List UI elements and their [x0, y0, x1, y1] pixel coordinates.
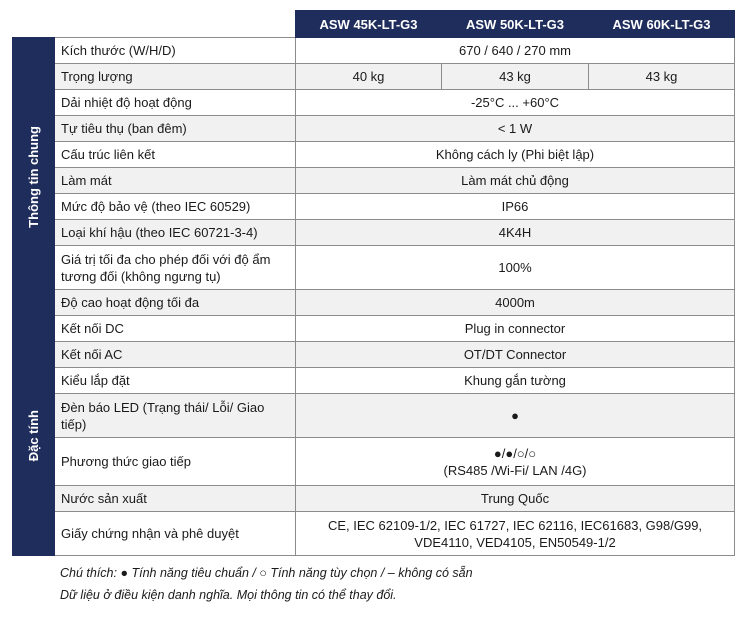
row-label: Kết nối DC — [55, 316, 296, 342]
table-row-humidity — [13, 246, 735, 290]
section-general-title: Thông tin chung — [26, 125, 41, 228]
spec-table-container — [12, 10, 734, 606]
row-label: Loại khí hậu (theo IEC 60721-3-4) — [55, 220, 296, 246]
row-value: Khung gắn tường — [296, 368, 735, 394]
row-label: Giấy chứng nhận và phê duyệt — [55, 512, 296, 556]
section-features-title: Đặc tính — [26, 409, 41, 462]
model-header-60k: ASW 60K-LT-G3 — [589, 11, 735, 38]
row-value: 100% — [296, 246, 735, 290]
table-row-altitude — [13, 290, 735, 316]
disclaimer-note: Dữ liệu ở điều kiện danh nghĩa. Mọi thông tin có thể thay đổi. — [60, 588, 397, 602]
row-label: Đèn báo LED (Trạng thái/ Lỗi/ Giao tiếp) — [55, 394, 296, 438]
row-label: Cấu trúc liên kết — [55, 142, 296, 168]
table-row-ac — [13, 342, 735, 368]
row-value: Không cách ly (Phi biệt lập) — [296, 142, 735, 168]
table-row-weight — [13, 64, 735, 90]
table-row-size — [13, 38, 735, 64]
weight-45k: 40 kg — [296, 64, 442, 90]
table-row-mount — [13, 368, 735, 394]
row-label: Kích thước (W/H/D) — [55, 38, 296, 64]
section-general — [13, 38, 55, 316]
section-features — [13, 316, 55, 556]
row-label: Nước sản xuất — [55, 486, 296, 512]
row-label: Kiểu lắp đặt — [55, 368, 296, 394]
row-label: Độ cao hoạt động tối đa — [55, 290, 296, 316]
led-standard-icon: ● — [296, 394, 735, 438]
row-value: 4000m — [296, 290, 735, 316]
table-row-protection — [13, 194, 735, 220]
row-value: 4K4H — [296, 220, 735, 246]
table-row-climate — [13, 220, 735, 246]
row-value — [296, 512, 735, 556]
row-label: Giá trị tối đa cho phép đối với độ ẩm tương đối (không ngưng tụ) — [55, 246, 296, 290]
row-value: < 1 W — [296, 116, 735, 142]
weight-60k: 43 kg — [589, 64, 735, 90]
row-label: Làm mát — [55, 168, 296, 194]
table-row-cert — [13, 512, 735, 556]
table-row-topology — [13, 142, 735, 168]
footnotes — [12, 562, 734, 606]
row-label: Mức độ bảo vệ (theo IEC 60529) — [55, 194, 296, 220]
row-label: Trọng lượng — [55, 64, 296, 90]
row-value: -25°C ... +60°C — [296, 90, 735, 116]
row-label: Phương thức giao tiếp — [55, 438, 296, 486]
row-value: 670 / 640 / 270 mm — [296, 38, 735, 64]
weight-50k: 43 kg — [442, 64, 589, 90]
table-row-temp — [13, 90, 735, 116]
comm-support-icons: ●/●/○/○ — [493, 445, 537, 461]
table-row-origin — [13, 486, 735, 512]
cert-line-1: CE, IEC 62109-1/2, IEC 61727, IEC 62116, IEC61683, G98/G99, — [327, 517, 703, 533]
table-row-comm — [13, 438, 735, 486]
row-value: Làm mát chủ động — [296, 168, 735, 194]
model-header-row — [13, 11, 735, 38]
row-value — [296, 438, 735, 486]
row-value: OT/DT Connector — [296, 342, 735, 368]
row-label: Dải nhiệt độ hoạt động — [55, 90, 296, 116]
spec-table — [12, 10, 735, 556]
comm-types: (RS485 /Wi-Fi/ LAN /4G) — [443, 462, 587, 478]
cert-line-2: VDE4110, VED4105, EN50549-1/2 — [414, 534, 616, 550]
table-row-led — [13, 394, 735, 438]
legend-note: Chú thích: ● Tính năng tiêu chuẩn / ○ Tính năng tùy chọn / – không có sẵn — [60, 566, 473, 580]
table-row-cooling — [13, 168, 735, 194]
table-row-dc — [13, 316, 735, 342]
model-header-45k: ASW 45K-LT-G3 — [296, 11, 442, 38]
row-value: IP66 — [296, 194, 735, 220]
row-label: Kết nối AC — [55, 342, 296, 368]
row-value: Plug in connector — [296, 316, 735, 342]
row-value: Trung Quốc — [296, 486, 735, 512]
table-row-night — [13, 116, 735, 142]
row-label: Tự tiêu thụ (ban đêm) — [55, 116, 296, 142]
header-blank — [13, 11, 296, 38]
model-header-50k: ASW 50K-LT-G3 — [442, 11, 589, 38]
